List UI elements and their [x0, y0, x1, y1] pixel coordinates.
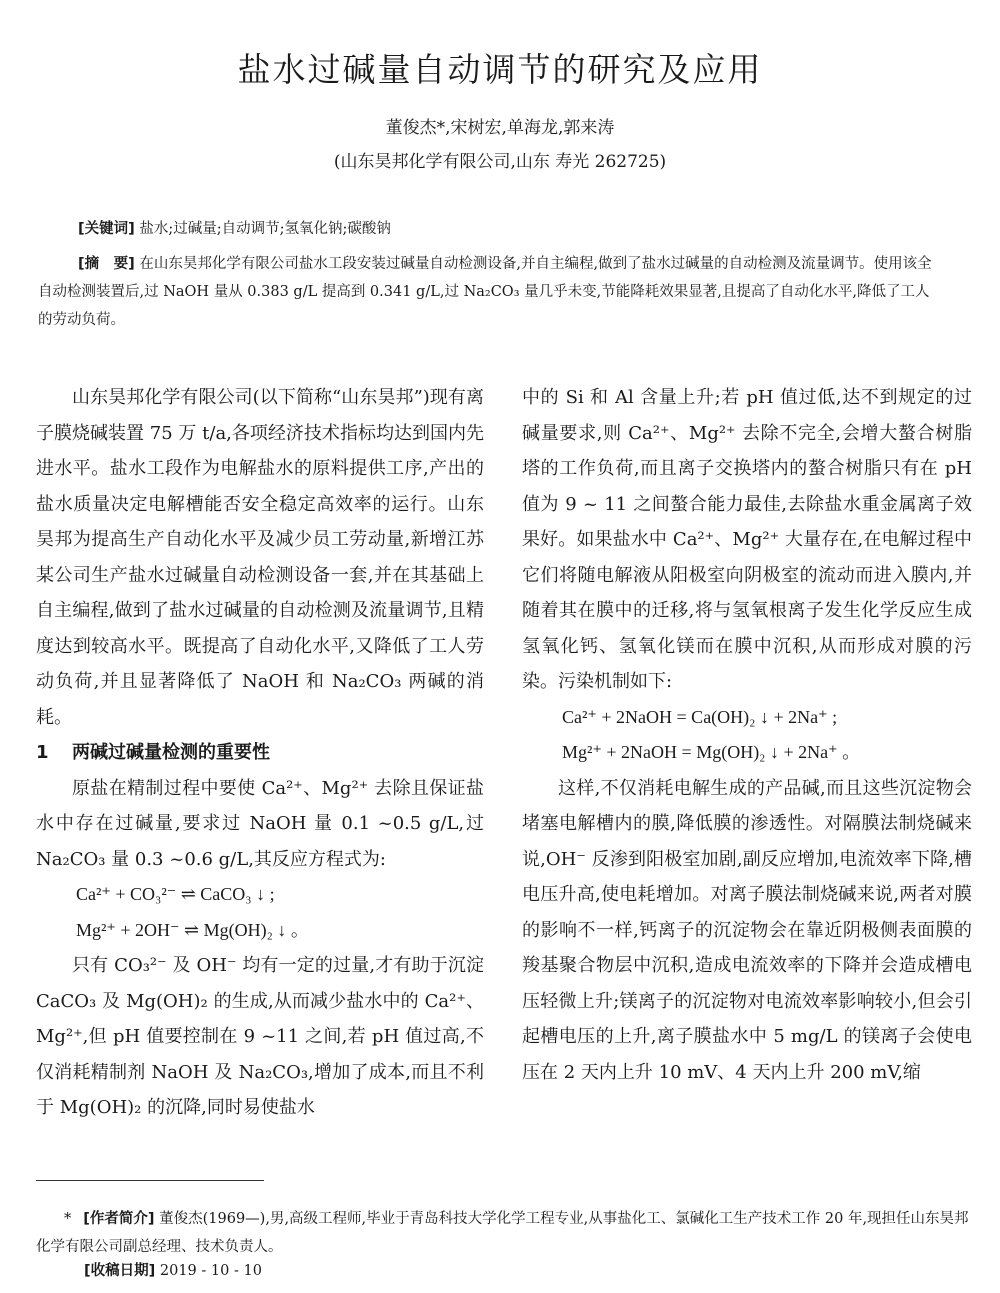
equation: Ca²⁺ + 2NaOH = Ca(OH)₂ ↓ + 2Na⁺ ;: [562, 706, 838, 727]
author-list: 董俊杰*,宋树宏,单海龙,郭来涛: [385, 118, 615, 138]
section-number: 1: [36, 742, 49, 763]
keywords: [78, 215, 938, 243]
section-heading: [36, 735, 484, 771]
author-info-label: [作者简介]: [83, 1211, 155, 1227]
received-date-label: [收稿日期]: [84, 1263, 156, 1279]
paper-title: 盐水过碱量自动调节的研究及应用: [237, 50, 763, 90]
left-column: [36, 380, 484, 1126]
section-title: 两碱过碱量检测的重要性: [72, 742, 270, 763]
abstract: [38, 250, 938, 334]
intro-paragraph: 山东昊邦化学有限公司(以下简称“山东昊邦”)现有离子膜烧碱装置 75 万 t/a,各项经济技术指标均达到国内先进水平。盐水工段作为电解盐水的原料提供工序,产出的盐水质量决定电解槽能否安全稳定高效率的运行。山东昊邦为提高生产自动化水平及减少员工劳动量,新增江苏某公司生产盐水过碱量自动检测设备一套,并在其基础上自主编程,做到了盐水过碱量的自动检测及流量调节,且精度达到较高水平。既提高了自动化水平,又降低了工人劳动负荷,并且显著降低了 NaOH 和 Na₂CO₃ 两碱的消耗。: [36, 387, 484, 728]
affiliation: (山东昊邦化学有限公司,山东 寿光 262725): [333, 152, 667, 172]
equation: Mg²⁺ + 2NaOH = Mg(OH)₂ ↓ + 2Na⁺ 。: [562, 742, 861, 762]
body-paragraph: 这样,不仅消耗电解生成的产品碱,而且这些沉淀物会堵塞电解槽内的膜,降低膜的渗透性。对隔膜法制烧碱来说,OH⁻ 反渗到阳极室加剧,副反应增加,电流效率下降,槽电压升高,使电耗增加。对离子膜法制烧碱来说,两者对膜的影响不一样,钙离子的沉淀物会在靠近阴极侧表面膜的羧基聚合物层中沉积,造成电流效率的下降并会造成槽电压轻微上升;镁离子的沉淀物对电流效率影响较小,但会引起槽电压的上升,离子膜盐水中 5 mg/L 的镁离子会使电压在 2 天内上升 10 mV、4 天内上升 200 mV,缩: [522, 777, 972, 1083]
body-paragraph: 原盐在精制过程中要使 Ca²⁺、Mg²⁺ 去除且保证盐水中存在过碱量,要求过 NaOH 量 0.1 ~0.5 g/L,过 Na₂CO₃ 量 0.3 ~0.6 g/L,其反应方程式为:: [36, 777, 484, 870]
keywords-label: [关键词]: [78, 221, 135, 237]
author-info-text: 董俊杰(1969—),男,高级工程师,毕业于青岛科技大学化学工程专业,从事盐化工、氯碱化工生产技术工作 20 年,现担任山东昊邦化学有限公司副总经理、技术负责人。: [36, 1211, 969, 1255]
right-column: [522, 380, 972, 1090]
author-footnote: [36, 1205, 976, 1261]
equation: Mg²⁺ + 2OH⁻ ⇌ Mg(OH)₂ ↓ 。: [76, 919, 309, 940]
body-paragraph: 中的 Si 和 Al 含量上升;若 pH 值过低,达不到规定的过碱量要求,则 Ca²⁺、Mg²⁺ 去除不完全,会增大螯合树脂塔的工作负荷,而且离子交换塔内的螯合树脂只有在 pH 值为 9 ~ 11 之间螯合能力最佳,去除盐水重金属离子效果好。如果盐水中 Ca²⁺、Mg²⁺ 大量存在,在电解过程中它们将随电解液从阳极室向阴极室的流动而进入膜内,并随着其在膜中的迁移,将与氢氧根离子发生化学反应生成氢氧化钙、氢氧化镁而在膜中沉积,从而形成对膜的污染。污染机制如下:: [522, 387, 972, 692]
footnote-divider: [36, 1180, 264, 1181]
received-date-text: 2019 - 10 - 10: [159, 1263, 262, 1279]
received-date: [36, 1257, 1000, 1285]
abstract-label: [摘 要]: [78, 256, 135, 272]
abstract-text: 在山东昊邦化学有限公司盐水工段安装过碱量自动检测设备,并自主编程,做到了盐水过碱量的自动检测及流量调节。使用该全自动检测装置后,过 NaOH 量从 0.383 g/L 提高到 0.341 g/L,过 Na₂CO₃ 量几乎未变,节能降耗效果显著,且提高了自动化水平,降低了工人的劳动负荷。: [38, 256, 932, 328]
footnote-marker: *: [64, 1211, 72, 1227]
body-paragraph: 只有 CO₃²⁻ 及 OH⁻ 均有一定的过量,才有助于沉淀 CaCO₃ 及 Mg(OH)₂ 的生成,从而减少盐水中的 Ca²⁺、Mg²⁺,但 pH 值要控制在 9 ~11 之间,若 pH 值过高,不仅消耗精制剂 NaOH 及 Na₂CO₃,增加了成本,而且不利于 Mg(OH)₂ 的沉降,同时易使盐水: [36, 955, 484, 1118]
keywords-text: 盐水;过碱量;自动调节;氢氧化钠;碳酸钠: [139, 221, 391, 237]
equation: Ca²⁺ + CO₃²⁻ ⇌ CaCO₃ ↓ ;: [76, 884, 275, 904]
